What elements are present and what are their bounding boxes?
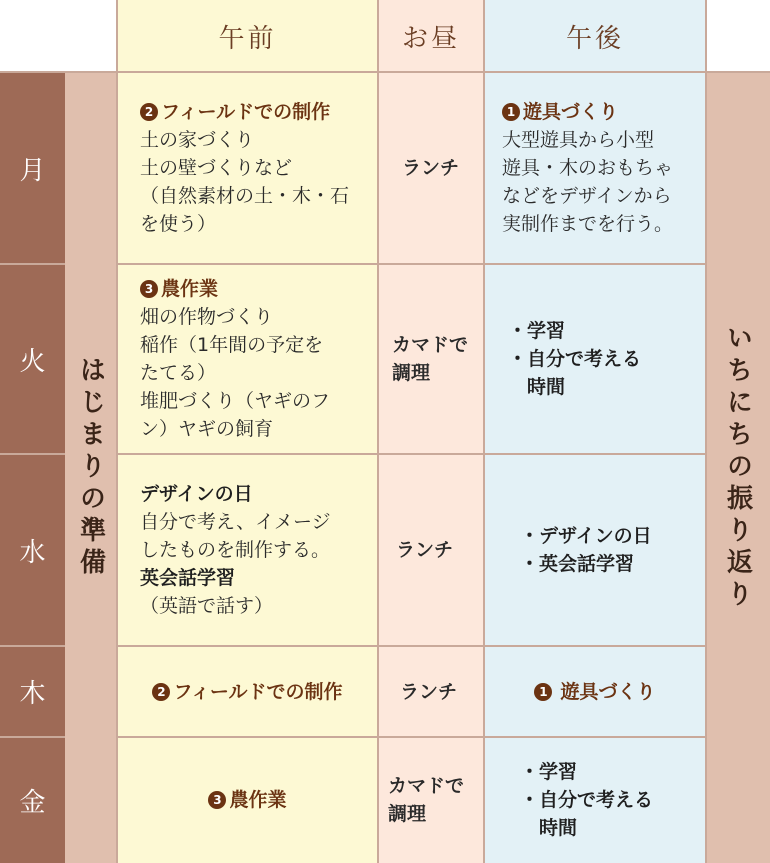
bullet-item: ・学習 <box>508 320 566 342</box>
row-divider <box>0 736 65 738</box>
activity-line: したものを制作する。 <box>140 539 331 561</box>
activity-line: （英語で話す） <box>140 595 274 617</box>
bullet-item: ・学習 <box>520 761 578 783</box>
activity-line: 堆肥づくり（ヤギのフ <box>140 390 331 412</box>
header-noon: お昼 <box>378 0 484 72</box>
row-divider <box>0 71 770 73</box>
bullet-item: 時間 <box>520 817 578 839</box>
number-badge: 2 <box>140 103 158 121</box>
bullet-item: 時間 <box>508 376 566 398</box>
activity-title-text: 遊具づくり <box>523 101 619 123</box>
row-divider <box>117 263 706 265</box>
activity-title <box>534 678 655 706</box>
friday-afternoon-cell <box>484 737 706 863</box>
header-morning: 午前 <box>117 0 378 72</box>
activity-line: （自然素材の土・木・石 <box>140 185 350 207</box>
day-wednesday: 水 <box>0 454 65 646</box>
noon-text: 調理 <box>388 803 427 825</box>
activity-line: 自分で考え、イメージ <box>140 511 331 533</box>
wednesday-afternoon-cell <box>484 454 706 646</box>
column-divider <box>116 0 118 863</box>
bullet-item: ・自分で考える <box>508 348 642 370</box>
tuesday-noon-cell <box>378 264 484 454</box>
day-thursday: 木 <box>0 646 65 737</box>
row-divider <box>117 736 706 738</box>
noon-text: カマドで <box>388 775 465 797</box>
number-badge: 2 <box>152 683 170 701</box>
activity-line: などをデザインから <box>502 185 672 207</box>
number-badge: 3 <box>140 280 158 298</box>
activity-title: デザインの日 <box>140 483 253 505</box>
row-divider <box>0 453 65 455</box>
activity-title <box>140 98 378 126</box>
activity-line: 実制作までを行う。 <box>502 213 674 235</box>
noon-text: ランチ <box>402 157 460 179</box>
activity-line: ン）ヤギの飼育 <box>140 418 274 440</box>
monday-morning-cell <box>117 72 378 264</box>
activity-title-text: 農作業 <box>161 278 219 300</box>
thursday-afternoon-cell <box>484 646 706 737</box>
activity-line: たてる） <box>140 362 217 384</box>
morning-prep-label: はじまりの準備 <box>75 355 106 580</box>
monday-noon-cell <box>378 72 484 264</box>
day-tuesday: 火 <box>0 264 65 454</box>
column-divider <box>377 0 379 863</box>
friday-noon-cell <box>378 737 484 863</box>
activity-title <box>208 786 286 814</box>
number-badge: 1 <box>502 103 520 121</box>
day-review-column <box>706 72 770 863</box>
column-divider <box>705 0 707 863</box>
header-afternoon: 午後 <box>484 0 706 72</box>
activity-line: 土の壁づくりなど <box>140 157 293 179</box>
day-friday: 金 <box>0 737 65 863</box>
activity-line: 土の家づくり <box>140 129 255 151</box>
day-monday: 月 <box>0 72 65 264</box>
activity-title <box>502 98 706 126</box>
row-divider <box>117 453 706 455</box>
number-badge: 3 <box>208 791 226 809</box>
monday-afternoon-cell <box>484 72 706 264</box>
activity-title <box>152 678 342 706</box>
noon-text: ランチ <box>400 680 458 703</box>
day-review-label: いちにちの振り返り <box>722 323 753 612</box>
activity-title: 英会話学習 <box>140 567 236 589</box>
activity-line: 大型遊具から小型 <box>502 129 655 151</box>
wednesday-noon-cell <box>378 454 484 646</box>
wednesday-morning-cell <box>117 454 378 646</box>
row-divider <box>117 645 706 647</box>
activity-title <box>140 275 378 303</box>
row-divider <box>0 263 65 265</box>
thursday-morning-cell <box>117 646 378 737</box>
thursday-noon-cell <box>378 646 484 737</box>
activity-title-text: 農作業 <box>229 789 287 811</box>
activity-line: 遊具・木のおもちゃ <box>502 157 674 179</box>
column-divider <box>483 0 485 863</box>
activity-title-text: フィールドでの制作 <box>173 680 343 703</box>
bullet-item: ・英会話学習 <box>520 553 635 575</box>
bullet-item: ・自分で考える <box>520 789 654 811</box>
row-divider <box>0 645 65 647</box>
tuesday-afternoon-cell <box>484 264 706 454</box>
noon-text: カマドで <box>392 334 469 356</box>
noon-text: ランチ <box>396 539 454 561</box>
activity-title-text: 遊具づくり <box>560 680 656 703</box>
morning-prep-column <box>65 72 117 863</box>
friday-morning-cell <box>117 737 378 863</box>
activity-title-text: フィールドでの制作 <box>161 101 331 123</box>
activity-line: 稲作（1年間の予定を <box>140 334 324 356</box>
number-badge: 1 <box>534 683 552 701</box>
activity-line: を使う） <box>140 213 217 235</box>
tuesday-morning-cell <box>117 264 378 454</box>
bullet-item: ・デザインの日 <box>520 525 652 547</box>
activity-line: 畑の作物づくり <box>140 306 274 328</box>
noon-text: 調理 <box>392 362 431 384</box>
